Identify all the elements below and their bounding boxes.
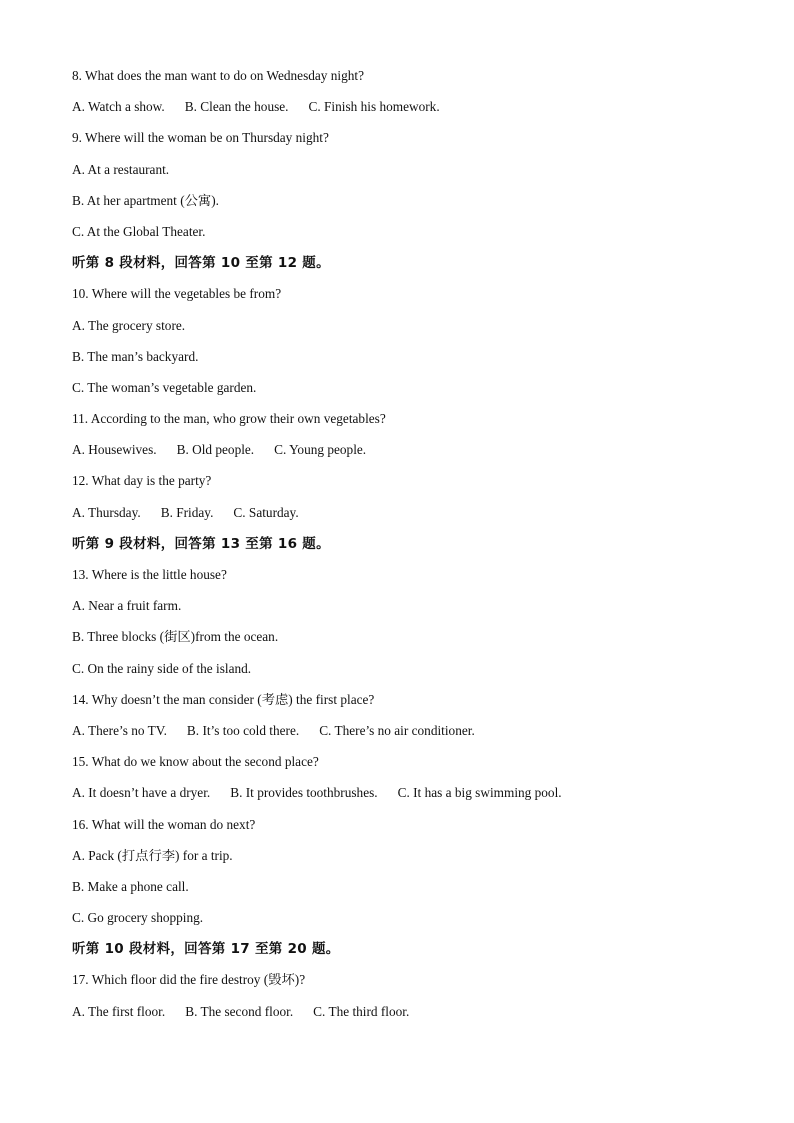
answer-option: B. Friday. [160,504,214,520]
section-heading: 听第 8 段材料，回答第 10 至第 12 题。 [72,255,330,272]
options-row [72,1002,732,1033]
question-line: 16. What will the woman do next? [72,816,256,832]
answer-option: C. There’s no air conditioner. [319,722,475,738]
options-row [72,721,732,752]
question-line: 11. According to the man, who grow their own vegetables? [72,411,386,427]
answer-option: A. It doesn’t have a dryer. [72,785,211,801]
question-line: 13. Where is the little house? [72,567,227,582]
options-row [72,783,732,814]
answer-option: A. The first floor. [72,1003,166,1019]
question-line: 8. What does the man want to do on Wednesday night? [72,68,365,83]
answer-option: C. It has a big swimming pool. [397,785,562,801]
answer-option: B. It provides toothbrushes. [230,785,378,801]
question-line: B. Three blocks (街区)from the ocean. [72,629,279,645]
question-line: C. The woman’s vegetable garden. [72,379,257,395]
options-row [72,503,732,534]
question-line: B. At her apartment (公寓). [72,192,219,208]
answer-option: C. Young people. [274,442,367,458]
answer-option: B. The second floor. [185,1003,294,1019]
answer-option: C. Finish his homework. [308,99,440,115]
question-line: A. The grocery store. [72,317,186,333]
answer-option: B. Clean the house. [184,99,289,115]
question-line: 14. Why doesn’t the man consider (考虑) the first place? [72,691,375,707]
section-heading: 听第 9 段材料，回答第 13 至第 16 题。 [72,535,330,552]
section-heading: 听第 10 段材料，回答第 17 至第 20 题。 [72,941,340,958]
question-line: A. At a restaurant. [72,161,170,177]
question-line: A. Pack (打点行李) for a trip. [72,847,233,863]
question-line: A. Near a fruit farm. [72,598,182,614]
question-line: B. Make a phone call. [72,878,189,894]
question-line: B. The man’s backyard. [72,348,199,364]
answer-option: B. Old people. [176,442,255,458]
question-line: C. At the Global Theater. [72,223,206,239]
answer-option: A. Housewives. [72,442,157,458]
question-line: 15. What do we know about the second place? [72,754,319,770]
options-row [72,97,732,128]
question-line: 9. Where will the woman be on Thursday night? [72,130,329,146]
answer-option: C. The third floor. [313,1003,410,1019]
question-line: 12. What day is the party? [72,473,212,489]
exam-page [72,66,732,1033]
question-line: 17. Which floor did the fire destroy (毁坏)? [72,972,306,988]
answer-option: A. Watch a show. [72,99,165,115]
options-row [72,440,732,471]
answer-option: A. There’s no TV. [72,722,167,738]
question-line: C. On the rainy side of the island. [72,660,252,676]
answer-option: B. It’s too cold there. [186,722,300,738]
answer-option: A. Thursday. [72,504,141,520]
answer-option: C. Saturday. [233,504,299,520]
question-line: 10. Where will the vegetables be from? [72,286,282,302]
question-line: C. Go grocery shopping. [72,910,204,926]
